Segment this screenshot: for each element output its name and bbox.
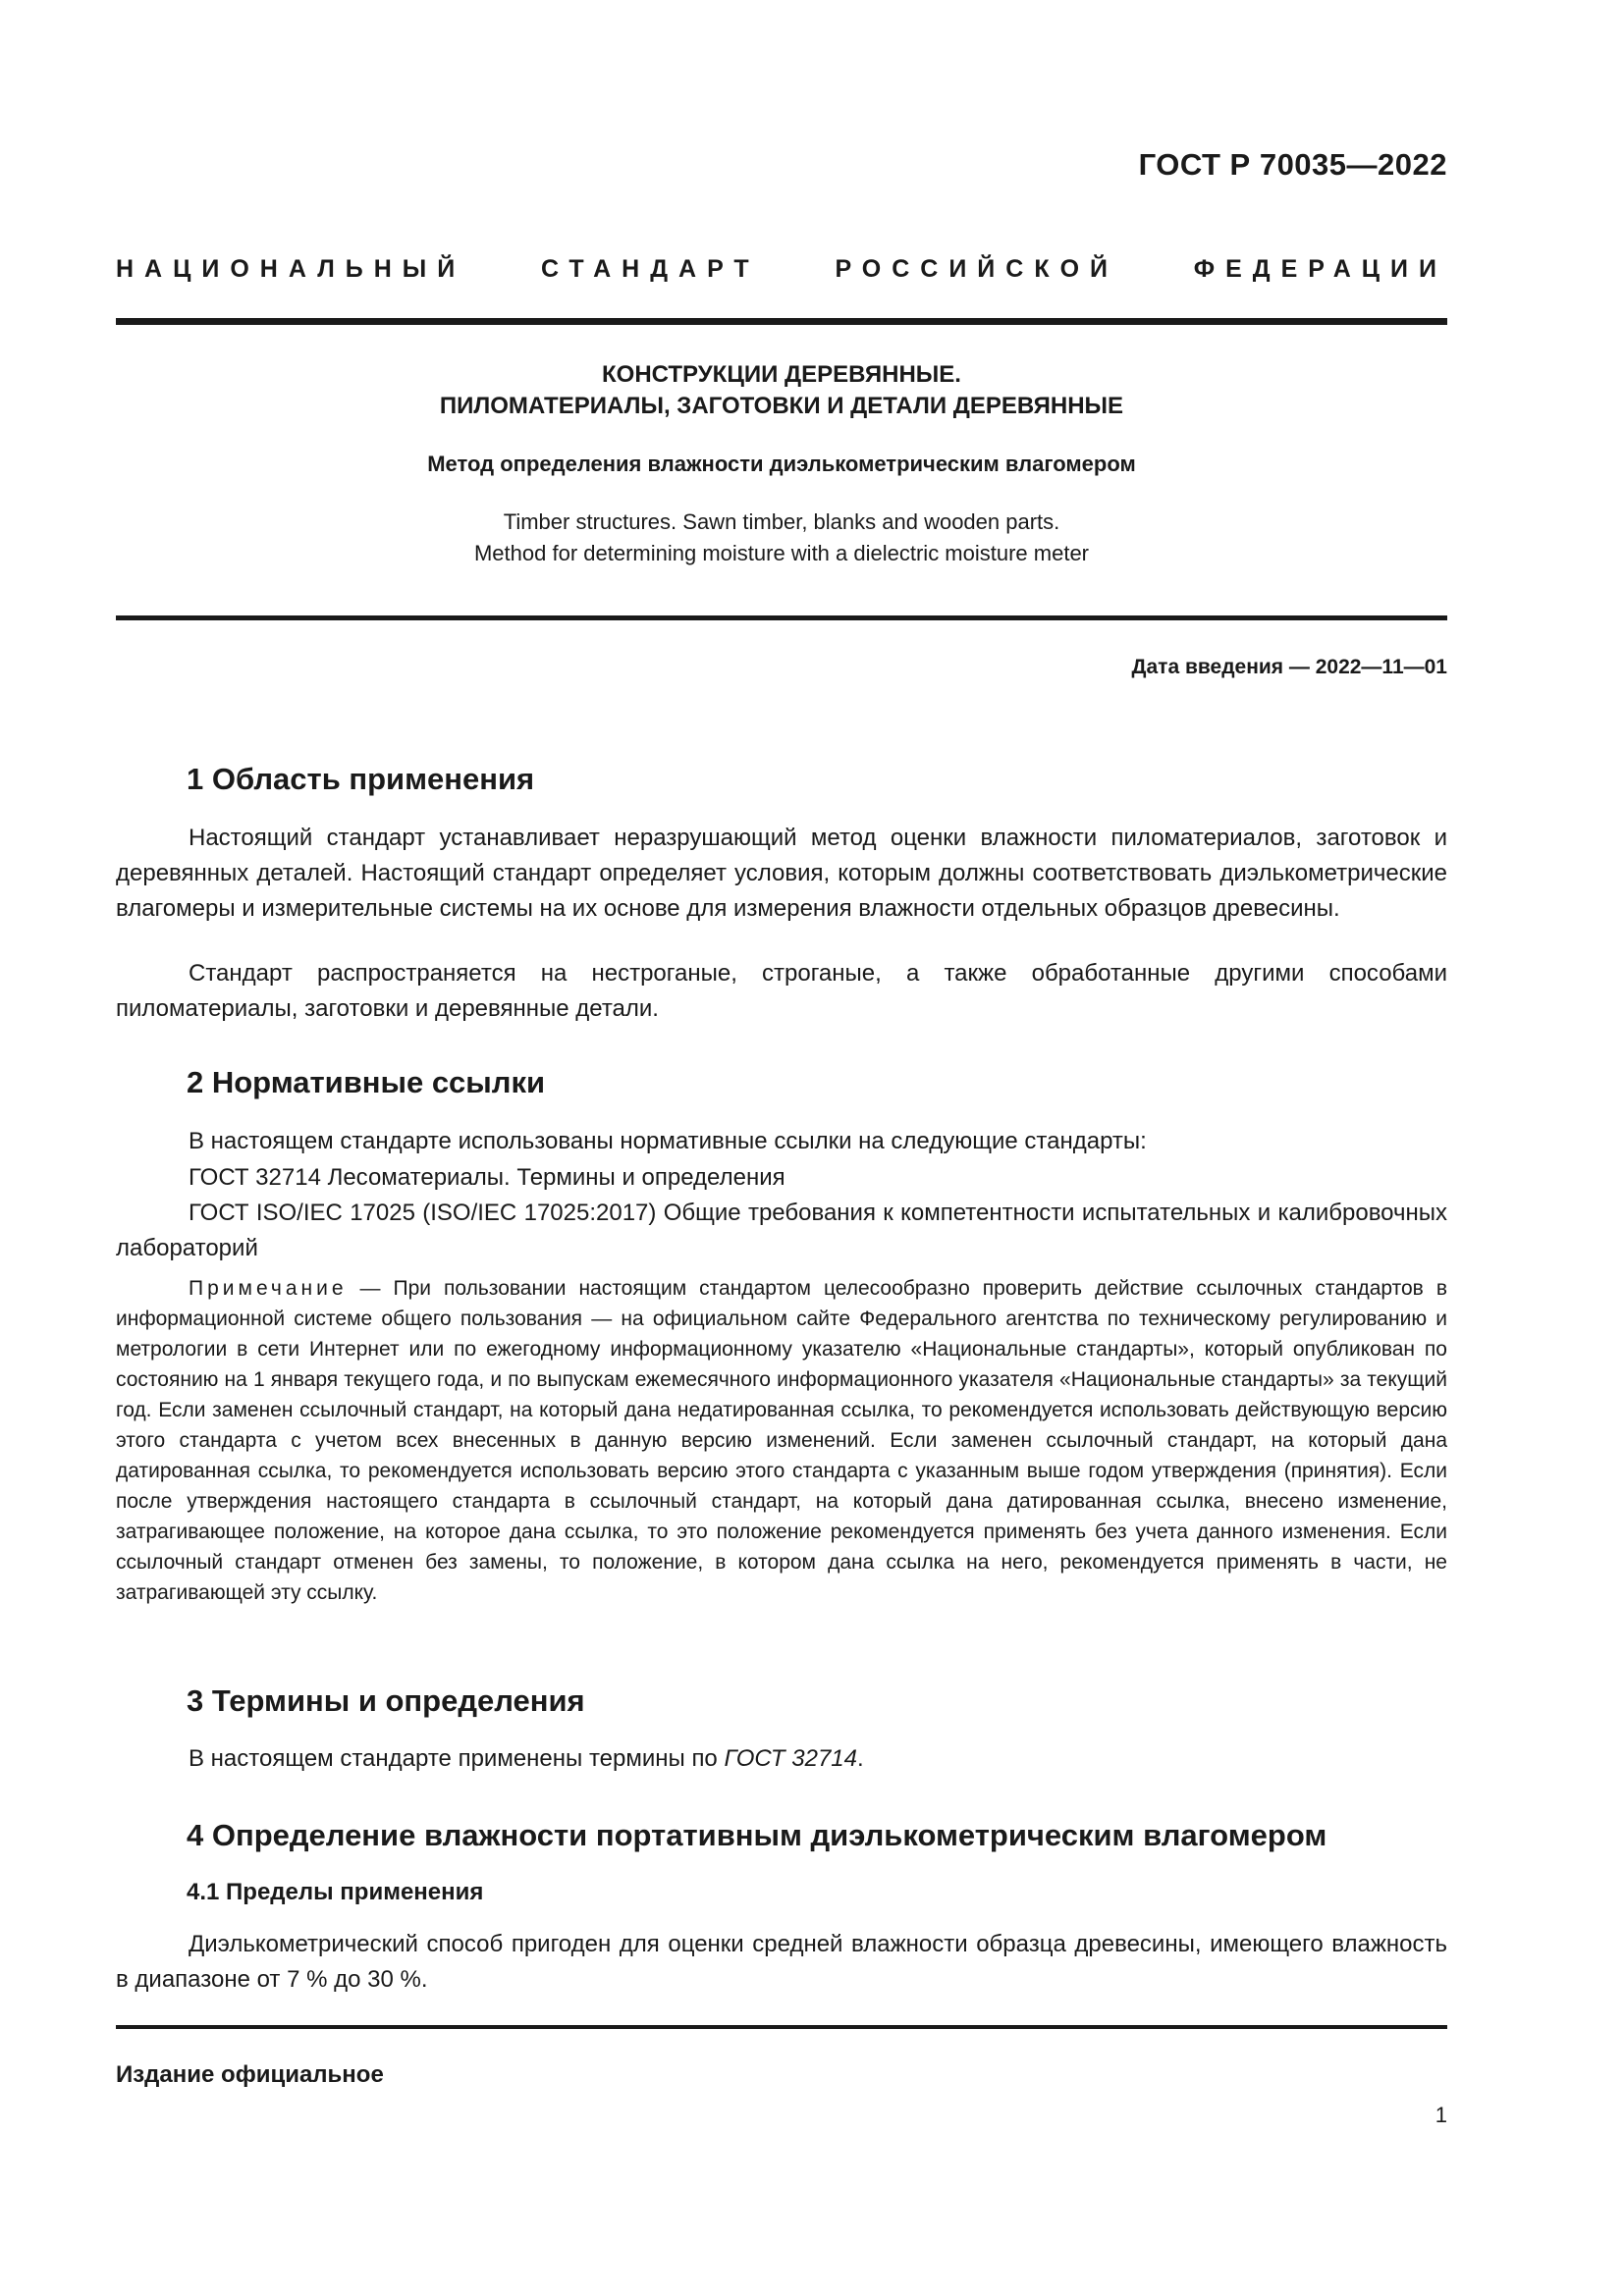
reference-gost-iso-17025: ГОСТ ISO/IEC 17025 (ISO/IEC 17025:2017) Общие требования к компетентности испытательных и калибровочных лабораторий xyxy=(116,1200,1447,1261)
reference-gost-32714: ГОСТ 32714 Лесоматериалы. Термины и определения xyxy=(189,1164,785,1191)
title-bottom-rule xyxy=(116,615,1447,620)
page-number: 1 xyxy=(1435,2103,1447,2127)
section-4-1-heading: 4.1 Пределы применения xyxy=(187,1879,484,1905)
terms-text-end: . xyxy=(856,1745,864,1772)
english-title xyxy=(116,507,1447,569)
section-1-paragraph-2: Стандарт распространяется на нестроганые, строганые, а также обработанные другими способами пиломатериалы, заготовки и деревянные детали. xyxy=(116,960,1447,1022)
section-3-heading: 3 Термины и определения xyxy=(187,1683,585,1718)
references-intro: В настоящем стандарте использованы нормативные ссылки на следующие стандарты: xyxy=(189,1128,1147,1154)
section-1-paragraph-1: Настоящий стандарт устанавливает неразрушающий метод оценки влажности пиломатериалов, заготовок и деревянных деталей. Настоящий стандарт определяет условия, которым должны соответствовать диэлькометрические влагомеры и измерительные системы на их основе для измерения влажности отдельных образцов древесины. xyxy=(116,825,1447,922)
terms-gost-reference: ГОСТ 32714 xyxy=(724,1745,857,1772)
english-title-line-2: Method for determining moisture with a dielectric moisture meter xyxy=(473,541,1090,565)
title-line-2: ПИЛОМАТЕРИАЛЫ, ЗАГОТОВКИ И ДЕТАЛИ ДЕРЕВЯННЫЕ xyxy=(439,393,1124,419)
section-4-1-paragraph: Диэлькометрический способ пригоден для оценки средней влажности образца древесины, имеющего влажность в диапазоне от 7 % до 30 %. xyxy=(116,1931,1447,1993)
note-label: Примечание xyxy=(189,1277,348,1300)
official-edition-label: Издание официальное xyxy=(116,2061,384,2088)
title-block xyxy=(116,359,1447,569)
introduction-date: Дата введения — 2022—11—01 xyxy=(1131,656,1447,678)
english-title-line-1: Timber structures. Sawn timber, blanks and wooden parts. xyxy=(503,509,1060,534)
title-line-1: КОНСТРУКЦИИ ДЕРЕВЯННЫЕ. xyxy=(602,361,961,388)
section-1-heading: 1 Область применения xyxy=(187,762,535,796)
references-note xyxy=(116,1273,1447,1608)
standard-number: ГОСТ Р 70035—2022 xyxy=(1138,147,1447,182)
section-4-heading: 4 Определение влажности портативным диэлькометрическим влагомером xyxy=(187,1818,1327,1852)
national-standard-banner: НАЦИОНАЛЬНЫЙ СТАНДАРТ РОССИЙСКОЙ ФЕДЕРАЦИИ xyxy=(116,255,1447,283)
note-text: — При пользовании настоящим стандартом целесообразно проверить действие ссылочных стандартов в информационной системе общего пользования — на официальном сайте Федерального агентства по техническому регулированию и метрологии в сети Интернет или по ежегодному информационному указателю «Национальные стандарты», который опубликован по состоянию на 1 января текущего года, и по выпускам ежемесячного информационного указателя «Национальные стандарты» за текущий год. Если заменен ссылочный стандарт, на который дана недатированная ссылка, то рекомендуется использовать действующую версию этого стандарта с учетом всех внесенных в данную версию изменений. Если заменен ссылочный стандарт, на который дана датированная ссылка, то рекомендуется использовать версию этого стандарта с указанным выше годом утверждения (принятия). Если после утверждения настоящего стандарта в ссылочный стандарт, на который дана датированная ссылка, внесено изменение, затрагивающее положение, на которое дана ссылка, то это положение рекомендуется применять без учета данного изменения. Если ссылочный стандарт отменен без замены, то положение, в котором дана ссылка на него, рекомендуется применять в части, не затрагивающей эту ссылку. xyxy=(116,1277,1447,1604)
terms-text: В настоящем стандарте применены термины по xyxy=(189,1745,725,1772)
method-subtitle: Метод определения влажности диэлькометрическим влагомером xyxy=(427,452,1136,476)
section-3-paragraph xyxy=(116,1741,1447,1777)
footer-rule xyxy=(116,2025,1447,2029)
section-2-heading: 2 Нормативные ссылки xyxy=(187,1065,546,1099)
top-thick-rule xyxy=(116,318,1447,325)
